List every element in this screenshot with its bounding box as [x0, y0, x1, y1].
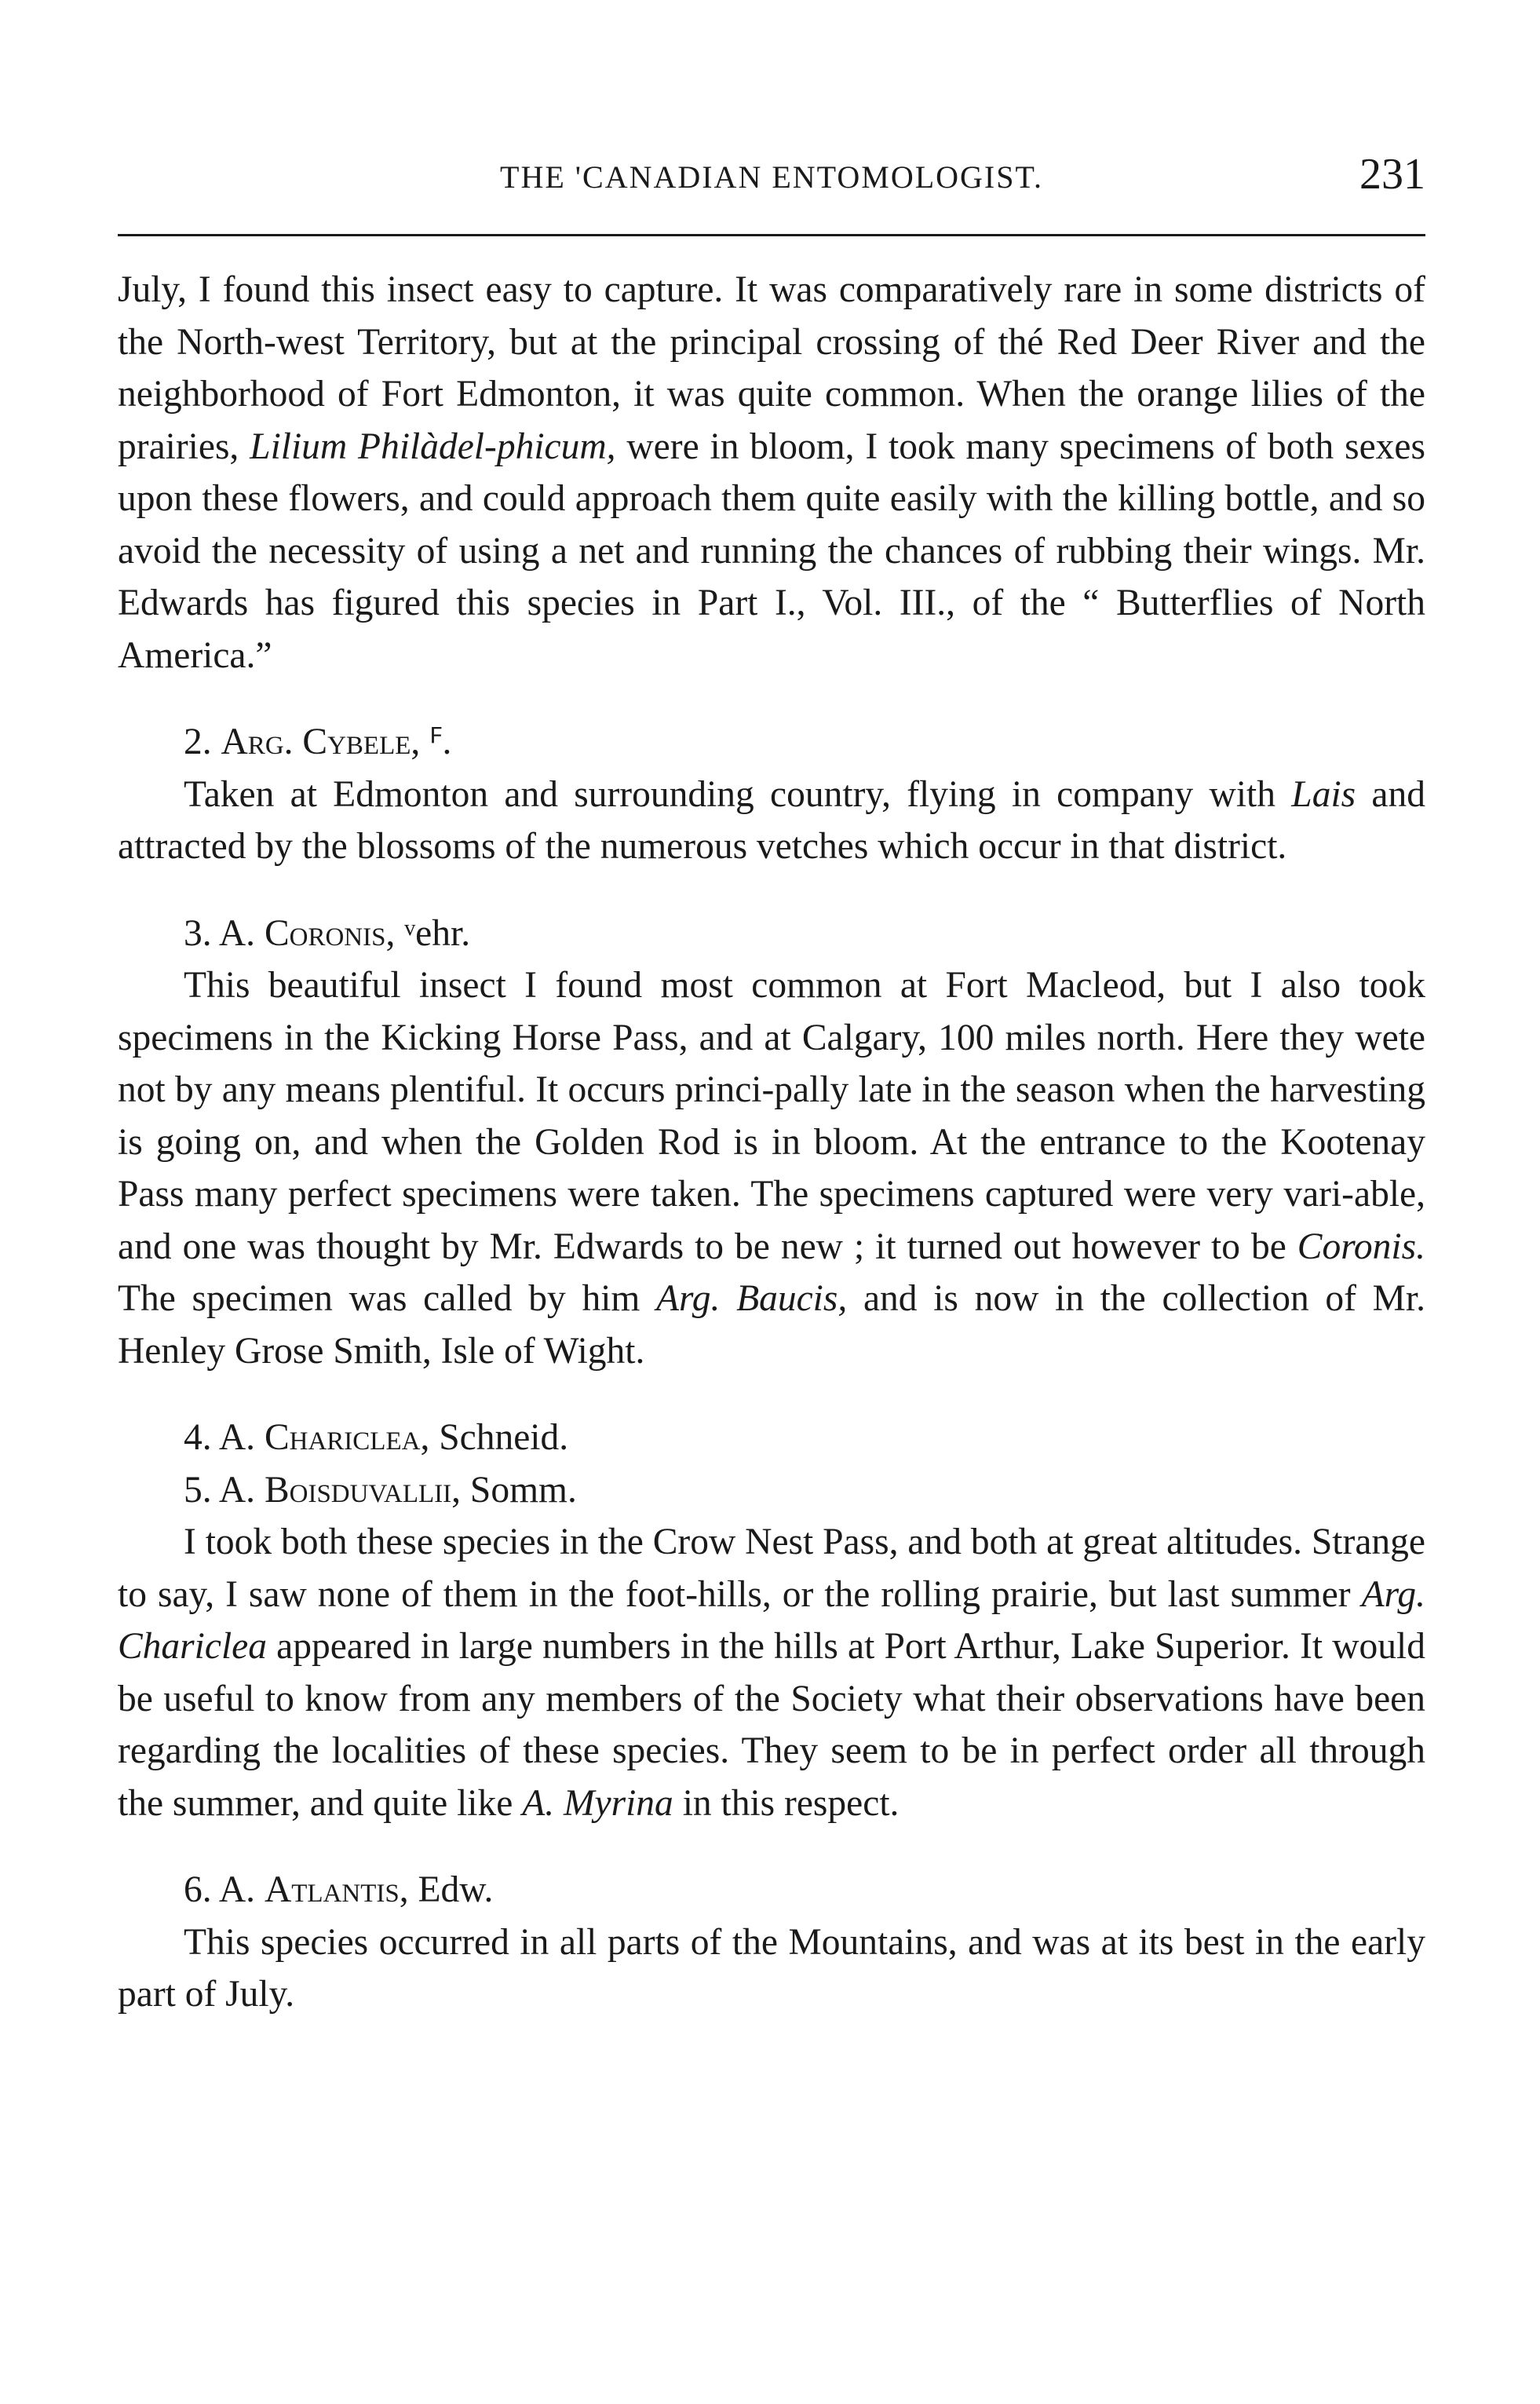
h2-number: 2. — [184, 722, 221, 762]
p3-species-name-2: Arg. Baucis, — [656, 1278, 848, 1319]
page — [118, 0, 1425, 2404]
p4-species-name-1: Arg. Chariclea — [118, 1573, 1425, 1667]
p3-text-a: This beautiful insect I found most common at Fort Macleod, but I also took specimens in the Kicking Horse Pass, and at Calgary, 100 miles north. Here they wete not by any means plentiful. It occurs princi-pally late in the season when the harvesting is going on, and when the Golden Rod is in bloom. At the entrance to the Kootenay Pass many perfect specimens were taken. The specimens captured were very vari-able, and one was thought by Mr. Edwards to be new ; it turned out however to be — [118, 965, 1425, 1267]
h5-species: Boisduvallii, — [264, 1469, 462, 1511]
paragraph-1 — [118, 264, 1425, 681]
h5-author: Somm. — [461, 1469, 577, 1511]
species-heading-6 — [118, 1864, 1425, 1916]
h4-author: Schneid. — [429, 1417, 569, 1458]
p2-species-name: Lais — [1291, 773, 1356, 815]
p4-text-a: I took both these species in the Crow Nest Pass, and both at great altitudes. Strange to say, I saw none of them in the foot-hills, or the rolling prairie, but last summer — [118, 1522, 1425, 1615]
h3-number: 3. A. — [184, 912, 265, 954]
p5-text: This species occurred in all parts of the Mountains, and was at its best in the early part of July. — [118, 1921, 1425, 2015]
h3-species: Coronis, — [264, 912, 396, 954]
h6-number: 6. A. — [184, 1869, 265, 1910]
p4-species-name-2: A. Myrina — [522, 1782, 673, 1824]
p4-text-c: appeared in large numbers in the hills at Port Arthur, Lake Superior. It would be useful to know from any members of the Society what their observations have been regarding the localities of these species. They seem to be in perfect order all through the summer, and quite like — [118, 1626, 1425, 1824]
p2-text-c: and attracted by the blossoms of the numerous vetches which occur in that district. — [118, 773, 1425, 867]
page-header — [118, 149, 1425, 212]
h5-number: 5. A. — [184, 1469, 265, 1511]
running-title: THE 'CANADIAN ENTOMOLOGIST. — [500, 159, 1043, 195]
h6-species: Atlantis, — [264, 1869, 409, 1910]
h2-author: ꟳ. — [420, 722, 452, 762]
paragraph-4 — [118, 1516, 1425, 1829]
h6-author: Edw. — [408, 1869, 494, 1910]
h4-species: Chariclea, — [264, 1417, 430, 1458]
paragraph-2 — [118, 769, 1425, 873]
p3-species-name-1: Coronis. — [1297, 1226, 1425, 1267]
h4-number: 4. A. — [184, 1417, 265, 1458]
paragraph-5 — [118, 1916, 1425, 2021]
paragraph-3 — [118, 959, 1425, 1377]
p1-species-name: Lilium Philàdel-phicum, — [250, 426, 616, 467]
p2-text-a: Taken at Edmonton and surrounding country, flying in company with — [184, 773, 1292, 815]
species-heading-5 — [118, 1464, 1425, 1517]
species-heading-3 — [118, 908, 1425, 960]
species-heading-4 — [118, 1412, 1425, 1464]
p3-text-e: and is now in the collection of Mr. Henley Grose Smith, Isle of Wight. — [118, 1278, 1425, 1372]
p3-text-c: The specimen was called by him — [118, 1278, 657, 1319]
p1-text-c: were in bloom, I took many specimens of both sexes upon these flowers, and could approach them quite easily with the killing bottle, and so avoid the necessity of using a net and running the chances of rubbing their wings. Mr. Edwards has figured this species in Part I., Vol. III., of the “ Butterflies of North America.” — [118, 426, 1426, 676]
species-heading-2 — [118, 716, 1425, 769]
p1-text-a: July, I found this insect easy to capture. It was comparatively rare in some districts of the North-west Territory, but at the principal crossing of thé Red Deer River and the neighborhood of Fort Edmonton, it was quite common. When the orange lilies of the prairies, — [118, 269, 1425, 467]
h3-author: ᵛehr. — [395, 912, 471, 954]
header-rule — [118, 234, 1425, 236]
p4-text-e: in this respect. — [673, 1782, 900, 1824]
page-number: 231 — [1359, 150, 1425, 199]
article-body — [118, 264, 1425, 2021]
h2-species: Arg. Cybele, — [221, 722, 421, 762]
